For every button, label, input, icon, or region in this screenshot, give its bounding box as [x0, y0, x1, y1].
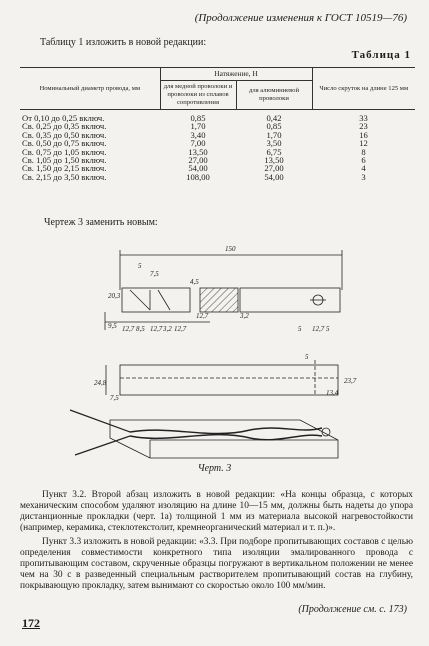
dim-label: 7,5	[150, 270, 159, 278]
hatched-insert	[200, 288, 238, 312]
cell-aluminum: 1,70	[266, 129, 282, 140]
cell-diameter: Св. 0,50 до 0,75 включ.	[22, 138, 107, 149]
figure-caption: Черт. 3	[197, 463, 232, 474]
footer-note: (Продолжение см. с. 173)	[298, 604, 407, 615]
cell-diameter: Св. 1,50 до 2,15 включ.	[22, 163, 107, 174]
perspective-body	[110, 420, 338, 458]
dim-label: 3,2	[240, 312, 249, 320]
cell-twists: 8	[361, 146, 366, 157]
cell-aluminum: 0,42	[266, 113, 282, 123]
twisted-wire	[130, 435, 322, 440]
dim-label: 24,8	[94, 379, 107, 387]
intro-text: Таблицу 1 изложить в новой редакции:	[40, 37, 207, 48]
cell-twists: 3	[361, 171, 366, 182]
groove-line	[130, 290, 150, 310]
cell-aluminum: 3,50	[266, 138, 282, 149]
table-label: Таблица 1	[351, 49, 411, 61]
cell-copper: 3,40	[190, 129, 206, 140]
cell-copper: 1,70	[190, 121, 206, 132]
cell-copper: 7,00	[190, 138, 206, 149]
dim-label: 3,2	[163, 325, 172, 333]
cell-aluminum: 54,00	[264, 171, 284, 182]
dim-label: 9,5	[108, 322, 117, 330]
drawing-intro: Чертеж 3 заменить новым:	[44, 217, 158, 228]
header-tension: Натяжение, Н	[160, 68, 312, 81]
dim-label: 5	[326, 325, 330, 333]
dim-label: 4,5	[190, 278, 199, 286]
dim-label: 13,4	[326, 389, 339, 397]
cell-twists: 4	[361, 163, 366, 174]
dim-label: 7,5	[110, 394, 119, 402]
cell-diameter: Св. 0,75 до 1,05 включ.	[22, 146, 107, 157]
cell-twists: 6	[361, 155, 366, 166]
dim-overall: 150	[225, 245, 236, 253]
dim-label: 5	[305, 353, 309, 361]
dim-label: 23,7	[344, 377, 357, 385]
dim-label: 12,7	[312, 325, 325, 333]
dim-label: 5	[298, 325, 302, 333]
cell-diameter: Св. 0,35 до 0,50 включ.	[22, 129, 107, 140]
paragraph-3-2: Пункт 3.2. Второй абзац изложить в новой редакции: «На концы образца, с которых механическим способом удаляют изоляцию на длине 10—15 мм, должны быть надеты до упора дистанционные прокладки (черт. 1а) толщиной 1 мм из материала высокой нагревостойкости (например, керамика, стеклотекстолит, кремнеорганический материал и т. п.)».	[20, 490, 413, 533]
cell-diameter: Св. 2,15 до 3,50 включ.	[22, 171, 107, 182]
dim-label: 5	[138, 262, 142, 270]
cell-aluminum: 13,50	[264, 155, 284, 166]
page-number: 172	[22, 616, 40, 630]
left-block	[122, 288, 190, 312]
dim-label: 12,7	[150, 325, 163, 333]
dim-label: 8,5	[136, 325, 145, 333]
side-body	[120, 365, 338, 395]
cell-twists: 23	[359, 121, 368, 132]
cell-diameter: От 0,10 до 0,25 включ.	[22, 113, 105, 123]
groove-line	[158, 290, 170, 310]
twisted-wire	[130, 428, 322, 434]
cell-twists: 12	[359, 138, 368, 149]
cell-aluminum: 0,85	[266, 121, 282, 132]
cell-copper: 0,85	[190, 113, 206, 123]
dim-label: 20,3	[108, 292, 121, 300]
cell-aluminum: 27,00	[264, 163, 284, 174]
cell-copper: 27,00	[188, 155, 208, 166]
header-note: (Продолжение изменения к ГОСТ 10519—76)	[194, 12, 407, 24]
paragraph-3-3: Пункт 3.3 изложить в новой редакции: «3.3. При подборе пропитывающих составов с целью определения совместимости конкретного типа изоляции эмалированного провода с пропитывающим составом, скрученные образцы погружают в вертикальном положении не менее чем на 30 с в разведенный специальным растворителем пропитывающий состав на глубину, покрывающую прокладку, затем вынимают со скоростью около 100 мм/мин.	[20, 537, 413, 591]
header-copper: для медной проволоки и проволоки из сплавов сопротивления	[160, 81, 236, 110]
header-aluminum: для алюминиевой проволоки	[236, 81, 312, 110]
cell-diameter: Св. 1,05 до 1,50 включ.	[22, 155, 107, 166]
header-diameter: Номинальный диаметр провода, мм	[20, 68, 160, 110]
dim-label: 12,7	[122, 325, 135, 333]
cell-copper: 108,00	[186, 171, 210, 182]
cell-twists: 16	[359, 129, 368, 140]
header-twists: Число скруток на длине 125 мм	[312, 68, 415, 110]
cell-copper: 13,50	[188, 146, 208, 157]
cell-copper: 54,00	[188, 163, 208, 174]
wire-end	[75, 436, 130, 455]
wire-end	[70, 410, 130, 432]
cell-diameter: Св. 0,25 до 0,35 включ.	[22, 121, 107, 132]
dim-label: 12,7	[196, 312, 209, 320]
dim-label: 12,7	[174, 325, 187, 333]
cell-twists: 33	[359, 113, 368, 123]
cell-aluminum: 6,75	[266, 146, 282, 157]
